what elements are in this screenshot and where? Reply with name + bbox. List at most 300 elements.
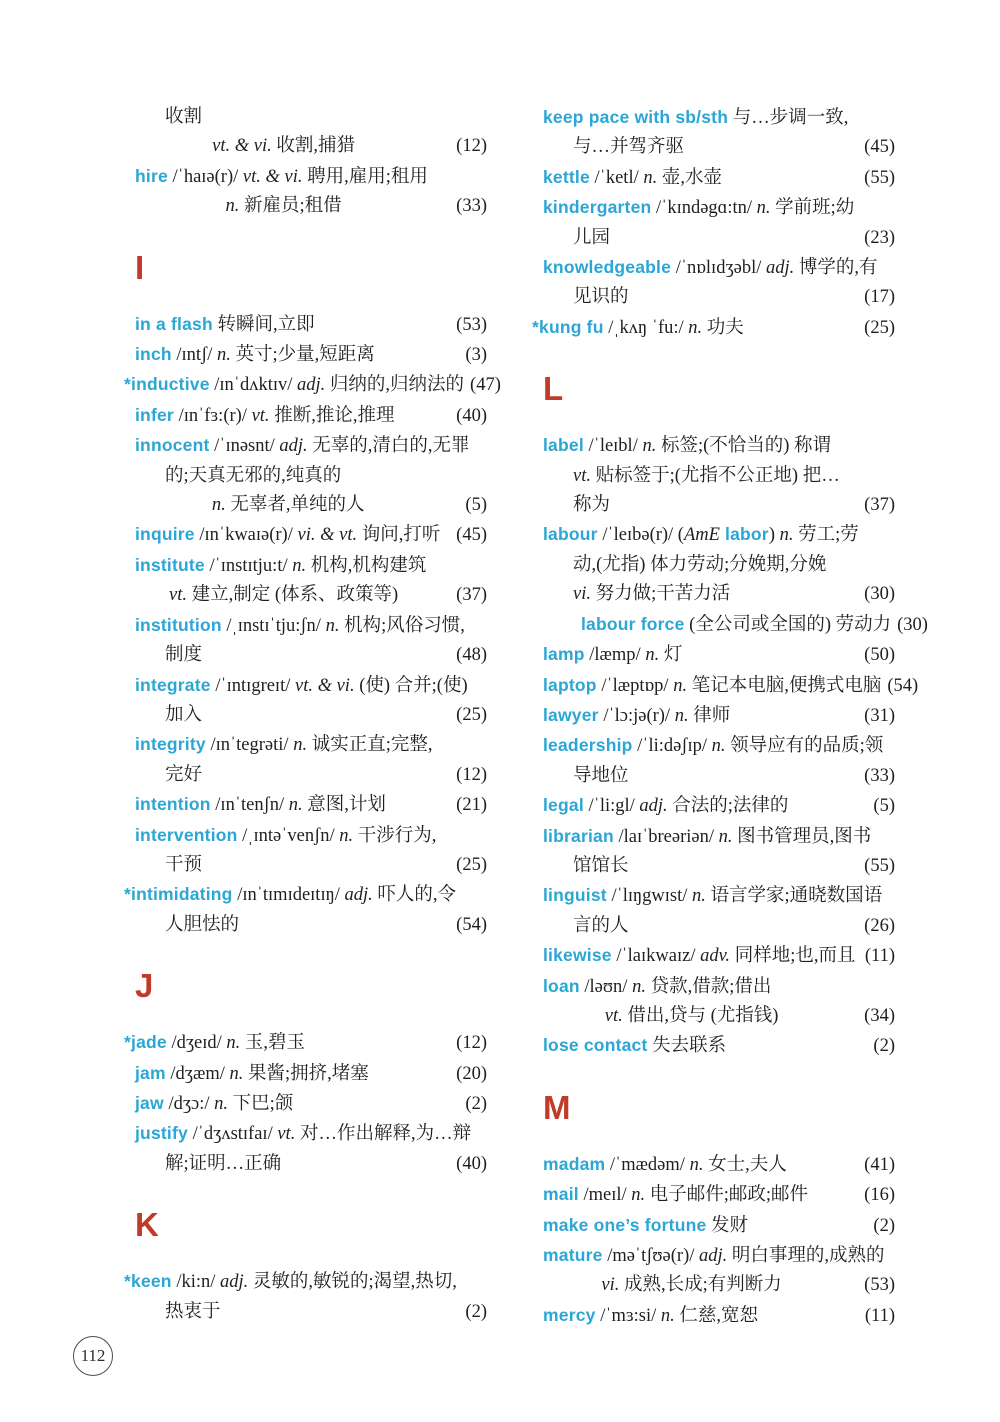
text-segment: /ˈleɪbl/	[583, 436, 643, 457]
entry-line	[135, 1150, 487, 1179]
entry	[543, 972, 895, 1032]
text-segment: 建立,制定 (体系、政策等)	[186, 585, 399, 606]
headword: labour	[543, 524, 598, 545]
pos-label: n.	[689, 1154, 704, 1175]
text-segment: 博学的,有	[794, 258, 878, 279]
headword: kindergarten	[543, 197, 652, 218]
line-text	[543, 610, 891, 640]
text-segment: 合法的;法律的	[667, 796, 789, 817]
entry-line	[135, 1059, 487, 1089]
unit-page-ref: (55)	[864, 167, 895, 188]
line-text	[543, 491, 610, 520]
text-segment: /ˈlæptɒp/	[596, 675, 674, 696]
entry	[135, 401, 487, 431]
entry-line	[543, 133, 895, 162]
section-header-I: I	[135, 248, 145, 286]
headword: mail	[543, 1184, 579, 1205]
headword: jaw	[135, 1092, 164, 1113]
section-header-J: J	[135, 967, 154, 1005]
text-segment: /ɪnˈtegrəti/	[205, 735, 294, 756]
line-text	[543, 283, 629, 312]
text-segment: 归纳的,归纳法的	[325, 375, 465, 396]
line-text	[543, 701, 730, 731]
unit-page-ref: (2)	[465, 1093, 487, 1114]
entry	[543, 253, 895, 313]
entry-line	[543, 1031, 895, 1061]
headword: in a flash	[135, 313, 213, 334]
line-text	[135, 730, 432, 760]
entry	[135, 1119, 487, 1179]
line-text	[226, 192, 360, 221]
text-segment: 仁慈,宽恕	[674, 1305, 759, 1326]
text-segment: 转瞬间,立即	[212, 314, 315, 335]
unit-page-ref: (20)	[456, 1063, 487, 1084]
entry	[135, 340, 487, 370]
line-text	[543, 1150, 787, 1180]
entry	[135, 730, 487, 790]
text-segment: 发财	[706, 1215, 749, 1236]
pos-label: n.	[217, 345, 231, 366]
unit-page-ref: (45)	[864, 137, 895, 158]
pos-label: adj.	[297, 375, 326, 396]
entry-line	[135, 431, 487, 461]
line-text	[543, 253, 878, 283]
unit-page-ref: (16)	[864, 1185, 895, 1206]
unit-page-ref: (37)	[456, 585, 487, 606]
entry-line	[532, 313, 895, 343]
entry-line	[543, 1271, 895, 1300]
line-text	[135, 462, 341, 491]
entry-line	[543, 224, 895, 253]
headword: institute	[135, 554, 205, 575]
text-segment: /ˌɪnstɪˈtju:ʃn/	[221, 615, 326, 636]
pos-label: vi.	[601, 1275, 620, 1296]
pos-label: adj.	[344, 885, 373, 906]
unit-page-ref: (11)	[864, 946, 895, 967]
entry	[543, 1301, 895, 1331]
text-segment: 完好	[165, 764, 203, 785]
text-segment: (使) 合并;(使)	[354, 675, 468, 696]
unit-page-ref: (40)	[456, 1153, 487, 1174]
line-text	[543, 1241, 885, 1271]
pos-label: vi.	[573, 584, 591, 605]
headword: *intimidating	[124, 884, 233, 905]
text-segment: (全公司或全国的) 劳动力	[684, 614, 892, 635]
text-segment: 领导应有的品质;领	[725, 736, 884, 757]
entry-line	[543, 731, 895, 761]
entry-line	[135, 821, 487, 851]
pos-label: n.	[660, 1305, 675, 1326]
entry-line	[135, 132, 487, 161]
unit-page-ref: (25)	[456, 704, 487, 725]
pos-label: n.	[673, 675, 688, 696]
headword: integrity	[135, 734, 206, 755]
headword: lamp	[543, 644, 585, 665]
line-text	[601, 1271, 799, 1300]
line-text	[135, 611, 465, 641]
pos-label: n.	[225, 196, 240, 217]
text-segment: 推断,推论,推理	[269, 405, 395, 426]
pos-label: vt.	[251, 405, 270, 426]
headword: innocent	[135, 435, 210, 456]
entry	[124, 1267, 487, 1327]
text-segment: /ɪnˈfɜ:(r)/	[173, 405, 252, 426]
entry-line	[135, 192, 487, 221]
text-segment: /məˈtʃʊə(r)/	[602, 1246, 700, 1266]
unit-page-ref: (12)	[456, 764, 487, 785]
text-segment: 诚实正直;完整,	[307, 735, 433, 756]
text-segment: 果酱;拥挤,堵塞	[243, 1063, 369, 1084]
pos-label: n.	[645, 645, 660, 666]
text-segment: /ˈkɪndəgɑ:tn/	[651, 198, 757, 219]
unit-page-ref: (40)	[456, 405, 487, 426]
line-text	[543, 822, 871, 852]
entry-line	[543, 1241, 895, 1271]
headword: mercy	[543, 1304, 596, 1325]
line-text	[135, 340, 375, 370]
entry-line	[543, 431, 895, 461]
entry-line	[543, 941, 895, 971]
text-segment: 标签;(不恰当的) 称谓	[656, 436, 832, 457]
text-segment: /dʒæm/	[165, 1063, 230, 1084]
text-segment: 学前班;幼	[770, 198, 855, 219]
text-segment: /ˈketl/	[589, 167, 644, 188]
line-text	[543, 1180, 808, 1210]
entry	[135, 310, 487, 340]
pos-label: n.	[718, 826, 733, 847]
text-segment: 无辜者,单纯的人	[225, 495, 365, 516]
entry-line	[135, 761, 487, 790]
text-segment: 导地位	[573, 765, 629, 786]
text-segment: 劳工;劳	[793, 525, 859, 546]
entry	[543, 1241, 895, 1301]
entry	[532, 313, 895, 343]
line-text	[135, 520, 440, 550]
line-text	[212, 132, 373, 161]
entry-line	[543, 972, 895, 1002]
entry	[543, 431, 895, 520]
headword: leadership	[543, 735, 633, 756]
text-segment: 询问,打听	[357, 525, 441, 546]
entry	[124, 880, 487, 940]
entry	[543, 1211, 895, 1241]
entry-line	[543, 103, 895, 133]
unit-page-ref: (50)	[864, 645, 895, 666]
entry-line	[135, 581, 487, 610]
pos-label: n.	[226, 1033, 241, 1054]
entry	[135, 1089, 487, 1119]
pos-label: AmE	[683, 525, 720, 546]
section-header-L: L	[543, 370, 564, 408]
text-segment: /ˈlaɪkwaɪz/	[611, 946, 701, 967]
line-text	[135, 310, 315, 340]
text-segment: 笔记本电脑,便携式电脑	[687, 675, 882, 696]
line-text	[124, 1267, 457, 1297]
headword: keep pace with sb/sth	[543, 107, 729, 127]
text-segment: 图书管理员,图书	[732, 826, 872, 847]
pos-label: n.	[211, 495, 226, 516]
text-segment: 玉,碧玉	[240, 1033, 306, 1054]
headword: labour force	[581, 613, 685, 634]
line-text	[543, 1031, 726, 1061]
line-text	[543, 731, 883, 761]
text-segment: 见识的	[573, 287, 629, 308]
headword: librarian	[543, 825, 614, 846]
unit-page-ref: (12)	[456, 136, 487, 157]
line-text	[543, 520, 859, 550]
pos-label: vt.	[277, 1124, 296, 1145]
unit-page-ref: (45)	[456, 525, 487, 546]
pos-label: vt. & vi.	[294, 675, 355, 696]
text-segment: 动,(尤指) 体力劳动;分娩期,分娩	[573, 554, 827, 575]
pos-label: n.	[288, 795, 303, 816]
entry-line	[543, 491, 895, 520]
entry	[543, 193, 895, 253]
text-segment: /ˈdʒʌstɪfaɪ/	[187, 1124, 278, 1145]
unit-page-ref: (47)	[470, 375, 501, 396]
unit-page-ref: (33)	[456, 196, 487, 217]
unit-page-ref: (53)	[456, 314, 487, 335]
unit-page-ref: (41)	[864, 1154, 895, 1175]
text-segment: 收割,捕猎	[271, 136, 356, 157]
pos-label: n.	[642, 436, 657, 457]
pos-label: vi. & vt.	[297, 525, 358, 546]
line-text	[135, 851, 202, 880]
headword: knowledgeable	[543, 257, 672, 278]
pos-label: n.	[229, 1063, 244, 1084]
unit-page-ref: (2)	[465, 1301, 487, 1322]
line-text	[543, 133, 684, 162]
entry	[543, 941, 895, 971]
unit-page-ref: (37)	[864, 495, 895, 516]
entry	[135, 790, 487, 820]
entry	[543, 163, 895, 193]
pos-label: n.	[325, 615, 340, 636]
unit-page-ref: (17)	[864, 287, 895, 308]
entry-line	[543, 580, 895, 609]
left-column	[124, 103, 501, 1327]
text-segment: 语言学家;通晓数国语	[705, 886, 883, 907]
line-text	[543, 431, 831, 461]
unit-page-ref: (55)	[864, 855, 895, 876]
line-text	[124, 880, 457, 910]
entry	[543, 1180, 895, 1210]
headword: infer	[135, 404, 174, 425]
text-segment: /dʒeɪd/	[166, 1033, 227, 1054]
text-segment: 与…并驾齐驱	[573, 137, 685, 158]
entry-line	[543, 701, 895, 731]
entry	[543, 701, 895, 731]
entry	[135, 821, 487, 881]
pos-label: n.	[692, 886, 706, 907]
entry	[135, 520, 487, 550]
entry-line	[543, 762, 895, 791]
entry-line	[135, 1298, 487, 1327]
headword: *kung fu	[532, 316, 604, 337]
entry-line	[543, 791, 895, 821]
line-text	[135, 761, 202, 790]
entry-line	[135, 491, 487, 520]
entry	[543, 1150, 895, 1180]
unit-page-ref: (21)	[456, 795, 487, 816]
headword: likewise	[543, 945, 612, 966]
text-segment: /ˈli:gl/	[583, 796, 640, 817]
text-segment: /ɪnˈtɪmɪdeɪtɪŋ/	[232, 885, 345, 906]
headword: integrate	[135, 674, 211, 695]
entry	[135, 103, 487, 222]
headword: mature	[543, 1245, 603, 1265]
text-segment: 成熟,长成;有判断力	[619, 1275, 782, 1296]
headword: lose contact	[543, 1035, 648, 1056]
text-segment: /ˈlɔ:jə(r)/	[598, 705, 675, 726]
line-text	[135, 671, 468, 701]
pos-label: n.	[756, 198, 771, 219]
entry-line	[543, 283, 895, 312]
text-segment: 英寸;少量,短距离	[230, 345, 375, 366]
unit-page-ref: (54)	[887, 675, 919, 696]
text-segment: 对…作出解释,为…辩	[295, 1124, 472, 1145]
entry-line	[124, 1267, 487, 1297]
entry-line	[543, 551, 895, 580]
entry-line	[135, 551, 487, 581]
entry-line	[135, 162, 487, 192]
entry	[543, 520, 928, 640]
pos-label: n.	[339, 825, 354, 846]
entry-line	[543, 1301, 895, 1331]
line-text	[543, 1211, 748, 1241]
line-text	[543, 762, 629, 791]
page-number-badge	[73, 1336, 113, 1376]
line-text	[135, 1298, 221, 1327]
entry-line	[543, 163, 895, 193]
text-segment: 贴标签于;(尤指不公正地) 把…	[590, 465, 840, 486]
line-text	[135, 821, 436, 851]
line-text	[543, 462, 840, 491]
pos-label: vt.	[604, 1005, 623, 1026]
entry	[543, 671, 919, 701]
entry-line	[135, 611, 487, 641]
entry-line	[543, 822, 895, 852]
text-segment: 与…步调一致,	[728, 108, 849, 128]
unit-page-ref: (11)	[864, 1305, 895, 1326]
entry	[135, 1059, 487, 1089]
pos-label: adj.	[279, 436, 308, 457]
text-segment: 努力做;干苦力活	[590, 584, 731, 605]
text-segment: /ˈmɜ:si/	[595, 1305, 661, 1326]
text-segment: 机构;风俗习惯,	[339, 615, 465, 636]
entry-line	[543, 520, 895, 550]
line-text	[543, 941, 855, 971]
text-segment: 失去联系	[647, 1036, 727, 1057]
text-segment: 儿园	[573, 227, 611, 248]
pos-label: n.	[293, 735, 308, 756]
entry-line	[135, 671, 487, 701]
pos-label: n.	[674, 705, 689, 726]
line-text	[543, 881, 882, 911]
unit-page-ref: (31)	[864, 705, 895, 726]
entry-line	[543, 1150, 895, 1180]
text-segment: /ˌɪntəˈvenʃn/	[237, 825, 340, 846]
text-segment: 明白事理的,成熟的	[727, 1246, 885, 1266]
headword: madam	[543, 1153, 606, 1174]
entry-line	[135, 1089, 487, 1119]
line-text	[135, 103, 202, 132]
entry-line	[135, 641, 487, 670]
line-text	[543, 852, 629, 881]
text-segment: /dʒɔ:/	[163, 1093, 215, 1114]
pos-label: n.	[779, 525, 794, 546]
pos-label: adj.	[699, 1246, 728, 1266]
headword: jam	[135, 1062, 166, 1083]
line-text	[135, 1150, 281, 1179]
pos-label: vt. & vi.	[242, 166, 303, 187]
entry-line	[543, 671, 919, 701]
text-segment: /læmp/	[584, 645, 646, 666]
text-segment: 律师	[688, 705, 731, 726]
text-segment: 制度	[165, 645, 203, 666]
unit-page-ref: (30)	[864, 584, 895, 605]
text-segment: /ˈɪnstɪtju:t/	[204, 555, 293, 576]
entry-line	[135, 310, 487, 340]
text-segment: 机构,机构建筑	[306, 555, 427, 576]
entry	[124, 370, 501, 400]
text-segment: 女士,夫人	[703, 1154, 787, 1175]
headword: make one’s fortune	[543, 1214, 707, 1235]
line-text	[543, 580, 730, 609]
text-segment: /ki:n/	[171, 1272, 221, 1293]
entry	[543, 103, 895, 163]
text-segment: 收割	[165, 107, 203, 127]
line-text	[124, 370, 465, 400]
entry	[135, 431, 487, 520]
text-segment: /ˈhaɪə(r)/	[167, 166, 243, 187]
pos-label: adj.	[766, 258, 795, 279]
headword: inquire	[135, 524, 195, 545]
text-segment: /ˈli:dəʃɪp/	[632, 736, 712, 757]
entry-line	[135, 911, 487, 940]
entry-line	[135, 401, 487, 431]
entry-line	[543, 1211, 895, 1241]
unit-page-ref: (33)	[864, 765, 895, 786]
headword: hire	[135, 165, 168, 186]
pos-label: adv.	[700, 946, 731, 967]
pos-label: n.	[688, 317, 703, 338]
text-segment: 功夫	[702, 317, 744, 338]
unit-page-ref: (30)	[897, 614, 928, 635]
pos-label: n.	[643, 167, 658, 188]
pos-label: n.	[711, 736, 726, 757]
unit-page-ref: (12)	[456, 1033, 487, 1054]
line-text	[124, 1028, 306, 1058]
pos-label: n.	[632, 976, 646, 997]
text-segment: 电子邮件;邮政;邮件	[645, 1185, 809, 1206]
headword: intervention	[135, 824, 238, 845]
line-text	[543, 640, 682, 670]
unit-page-ref: (53)	[864, 1275, 895, 1296]
line-text	[543, 103, 848, 133]
headword: intention	[135, 794, 211, 815]
entry-line	[135, 462, 487, 491]
entry-line	[135, 340, 487, 370]
line-text	[543, 972, 771, 1002]
headword: linguist	[543, 885, 607, 906]
text-segment: 新雇员;租借	[239, 196, 342, 217]
headword: *jade	[124, 1032, 167, 1053]
text-segment: /laɪˈbreəriən/	[613, 826, 719, 847]
text-segment: 吓人的,令	[372, 885, 457, 906]
section-header-K: K	[135, 1206, 159, 1244]
entry-line	[135, 730, 487, 760]
